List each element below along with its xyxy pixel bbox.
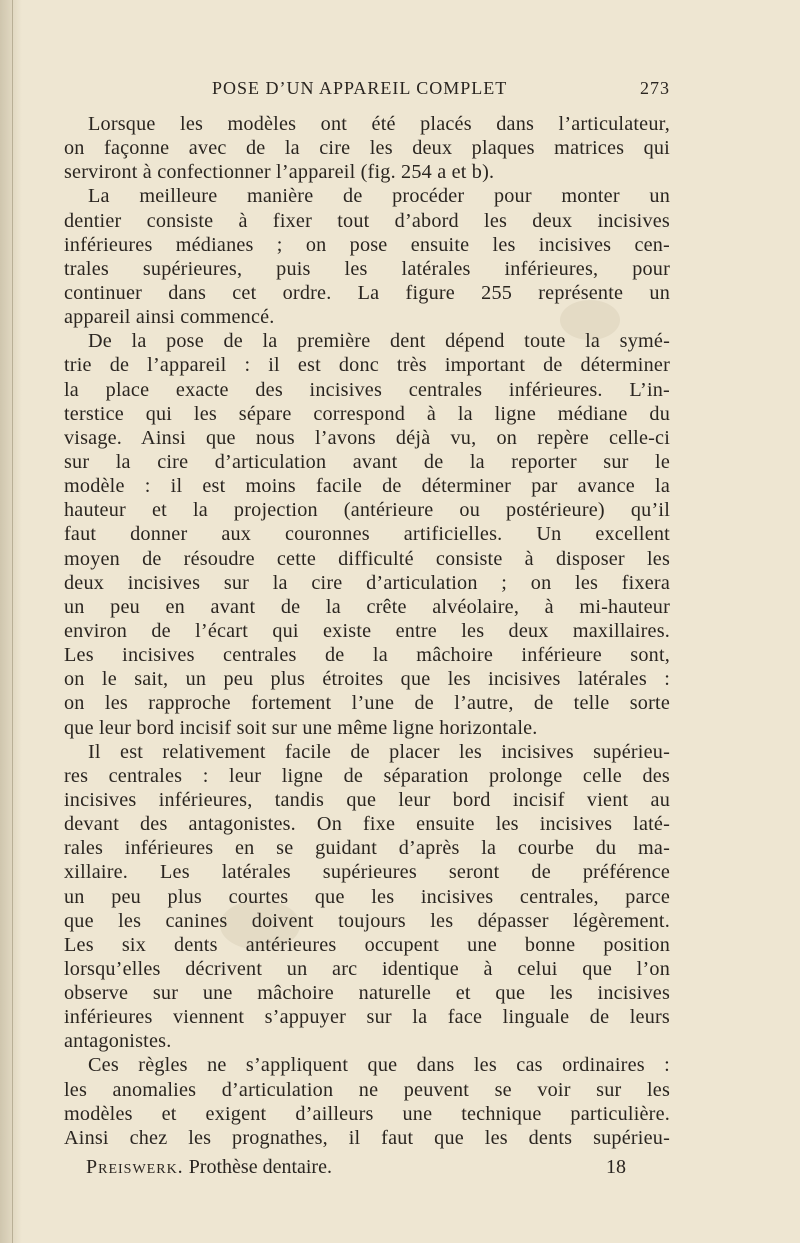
binding-line: [12, 0, 13, 1243]
text-line: que leur bord incisif soit sur une même ligne horizontale.: [64, 716, 538, 739]
text-line: rales inférieures en se guidant d’après la courbe du ma-: [64, 837, 670, 860]
text-line: deux incisives sur la cire d’articulation ; on les fixera: [64, 571, 670, 594]
text-line: Les six dents antérieures occupent une bonne position: [64, 933, 670, 956]
text-line: xillaire. Les latérales supérieures seront de préférence: [64, 861, 670, 884]
text-line: lorsqu’elles décrivent un arc identique à celui que l’on: [64, 957, 670, 980]
text-line: on façonne avec de la cire les deux plaques matrices qui: [64, 137, 670, 160]
text-line: environ de l’écart qui existe entre les deux maxillaires.: [64, 619, 670, 642]
text-line: la place exacte des incisives centrales inférieures. L’in-: [64, 378, 670, 401]
text-line: que les canines doivent toujours les dépasser légèrement.: [64, 909, 670, 932]
text-line: visage. Ainsi que nous l’avons déjà vu, on repère celle-ci: [64, 426, 670, 449]
text-line: serviront à confectionner l’appareil (fig. 254 a et b).: [64, 161, 495, 184]
text-line: incisives inférieures, tandis que leur bord incisif vient au: [64, 788, 670, 811]
text-line: un peu en avant de la crête alvéolaire, à mi-hauteur: [64, 595, 670, 618]
running-title: POSE D’UN APPAREIL COMPLET: [212, 78, 508, 98]
text-line: inférieures viennent s’appuyer sur la face linguale de leurs: [64, 1006, 670, 1029]
text-line: inférieures médianes ; on pose ensuite les incisives cen-: [64, 233, 670, 256]
text-line: modèles et exigent d’ailleurs une technique particulière.: [64, 1102, 670, 1125]
text-line: hauteur et la projection (antérieure ou postérieure) qu’il: [64, 499, 670, 522]
footer-book-title: Prothèse dentaire.: [188, 1156, 332, 1178]
text-line: on les rapproche fortement l’une de l’autre, de telle sorte: [64, 692, 670, 715]
text-line: les anomalies d’articulation ne peuvent se voir sur les: [64, 1078, 670, 1101]
text-line: observe sur une mâchoire naturelle et que les incisives: [64, 982, 670, 1005]
text-line: dentier consiste à fixer tout d’abord les deux incisives: [64, 209, 670, 232]
text-line: res centrales : leur ligne de séparation prolonge celle des: [64, 764, 670, 787]
text-line: appareil ainsi commencé.: [64, 306, 275, 329]
page-footer: [86, 1156, 626, 1184]
running-header: [64, 76, 670, 106]
footer-author: Preiswerk.: [86, 1156, 184, 1178]
text-line: antagonistes.: [64, 1030, 172, 1053]
text-line: faut donner aux couronnes artificielles. Un excellent: [64, 523, 670, 546]
text-line: Il est relativement facile de placer les incisives supérieu-: [88, 740, 670, 763]
text-line: De la pose de la première dent dépend toute la symé-: [88, 330, 670, 353]
text-line: Ces règles ne s’appliquent que dans les cas ordinaires :: [88, 1054, 670, 1077]
body-text: [64, 112, 670, 1150]
page-binding-edge: [0, 0, 22, 1243]
text-line: moyen de résoudre cette difficulté consiste à disposer les: [64, 547, 670, 570]
text-line: continuer dans cet ordre. La figure 255 représente un: [64, 281, 670, 304]
text-line: devant des antagonistes. On fixe ensuite les incisives laté-: [64, 813, 670, 836]
text-line: sur la cire d’articulation avant de la reporter sur le: [64, 450, 670, 473]
text-line: trie de l’appareil : il est donc très important de déterminer: [64, 354, 670, 377]
text-line: La meilleure manière de procéder pour monter un: [88, 185, 670, 208]
text-line: un peu plus courtes que les incisives centrales, parce: [64, 885, 670, 908]
signature-mark: 18: [606, 1156, 626, 1178]
page-number: 273: [640, 78, 670, 98]
text-line: Les incisives centrales de la mâchoire inférieure sont,: [64, 644, 670, 667]
text-line: on le sait, un peu plus étroites que les incisives latérales :: [64, 668, 670, 691]
text-line: modèle : il est moins facile de déterminer par avance la: [64, 475, 670, 498]
text-line: trales supérieures, puis les latérales inférieures, pour: [64, 257, 670, 280]
text-line: Lorsque les modèles ont été placés dans l’articulateur,: [88, 113, 670, 135]
text-line: terstice qui les sépare correspond à la ligne médiane du: [64, 402, 670, 425]
text-line: Ainsi chez les prognathes, il faut que les dents supérieu-: [64, 1126, 670, 1149]
